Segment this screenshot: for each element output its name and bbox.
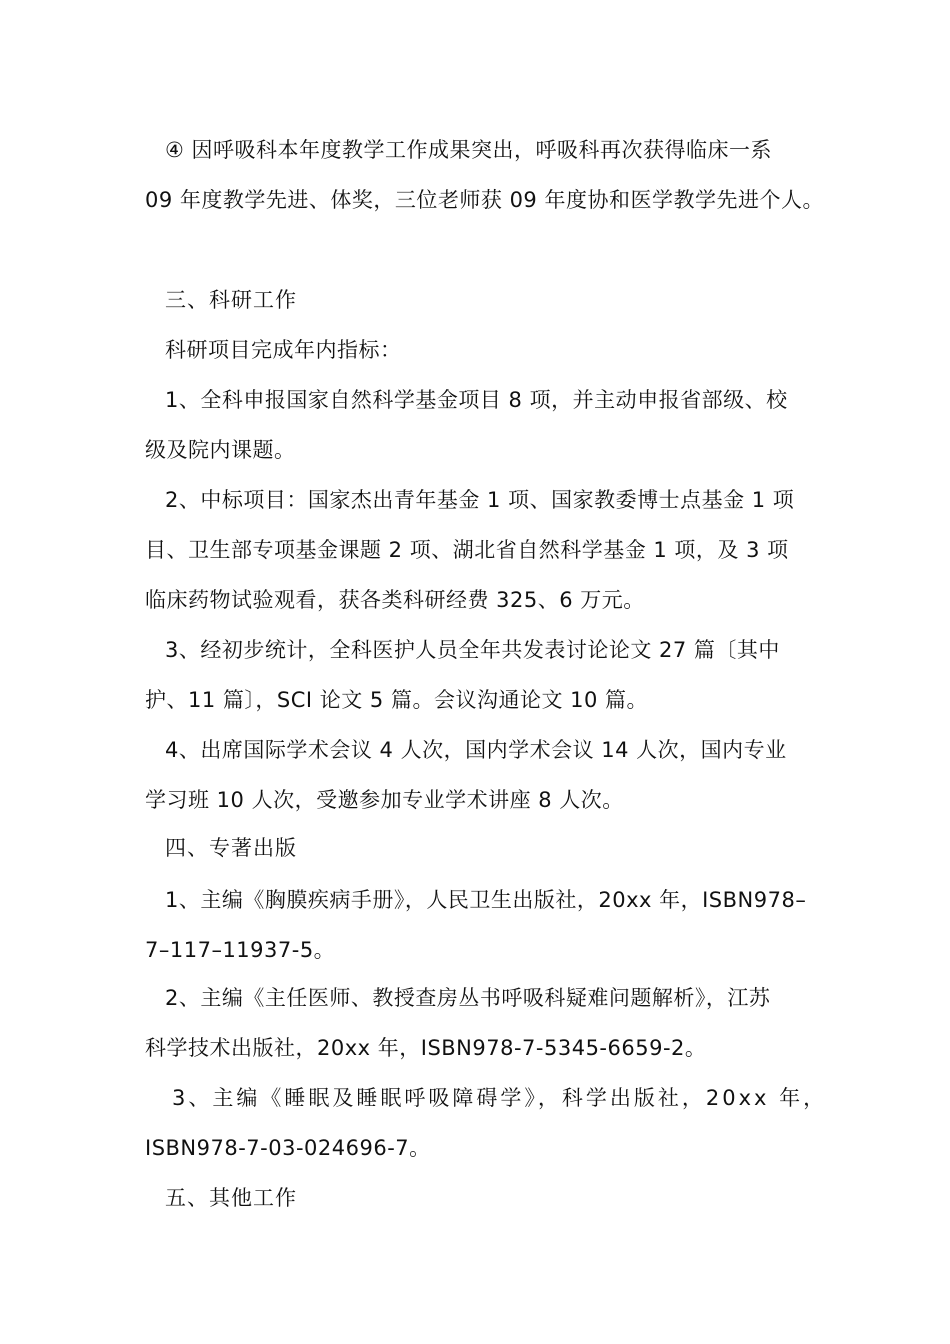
paragraph-teaching-award-line-2: 09 年度教学先进、体奖，三位老师获 09 年度协和医学教学先进个人。: [145, 188, 824, 212]
publication-item-1-line-1: 1、主编《胸膜疾病手册》，人民卫生出版社，20xx 年，ISBN978–: [165, 888, 807, 912]
research-item-4-line-1: 4、出席国际学术会议 4 人次，国内学术会议 14 人次，国内专业: [165, 738, 787, 762]
section-heading-publications: 四、专著出版: [165, 836, 297, 860]
paragraph-research-intro: 科研项目完成年内指标：: [165, 338, 402, 362]
research-item-1-line-2: 级及院内课题。: [145, 438, 296, 462]
section-heading-other-work: 五、其他工作: [165, 1186, 297, 1210]
paragraph-teaching-award-line-1: ④ 因呼吸科本年度教学工作成果突出，呼吸科再次获得临床一系: [165, 138, 772, 162]
publication-item-1-line-2: 7–117–11937-5。: [145, 938, 336, 962]
publication-item-2-line-1: 2、主编《主任医师、教授查房丛书呼吸科疑难问题解析》，江苏: [165, 986, 771, 1010]
research-item-2-line-2: 目、卫生部专项基金课题 2 项、湖北省自然科学基金 1 项，及 3 项: [145, 538, 789, 562]
research-item-4-line-2: 学习班 10 人次，受邀参加专业学术讲座 8 人次。: [145, 788, 624, 812]
research-item-3-line-2: 护、11 篇〕，SCI 论文 5 篇。会议沟通论文 10 篇。: [145, 688, 649, 712]
publication-item-3-line-2: ISBN978-7-03-024696-7。: [145, 1136, 431, 1160]
research-item-2-line-3: 临床药物试验观看，获各类科研经费 325、6 万元。: [145, 588, 645, 612]
publication-item-3-line-1: 3、主编《睡眠及睡眠呼吸障碍学》，科学出版社，20xx 年，: [172, 1086, 828, 1110]
publication-item-2-line-2: 科学技术出版社，20xx 年，ISBN978-7-5345-6659-2。: [145, 1036, 707, 1060]
research-item-2-line-1: 2、中标项目：国家杰出青年基金 1 项、国家教委博士点基金 1 项: [165, 488, 795, 512]
research-item-1-line-1: 1、全科申报国家自然科学基金项目 8 项，并主动申报省部级、校: [165, 388, 788, 412]
research-item-3-line-1: 3、经初步统计，全科医护人员全年共发表讨论论文 27 篇〔其中: [165, 638, 780, 662]
section-heading-research: 三、科研工作: [165, 288, 297, 312]
